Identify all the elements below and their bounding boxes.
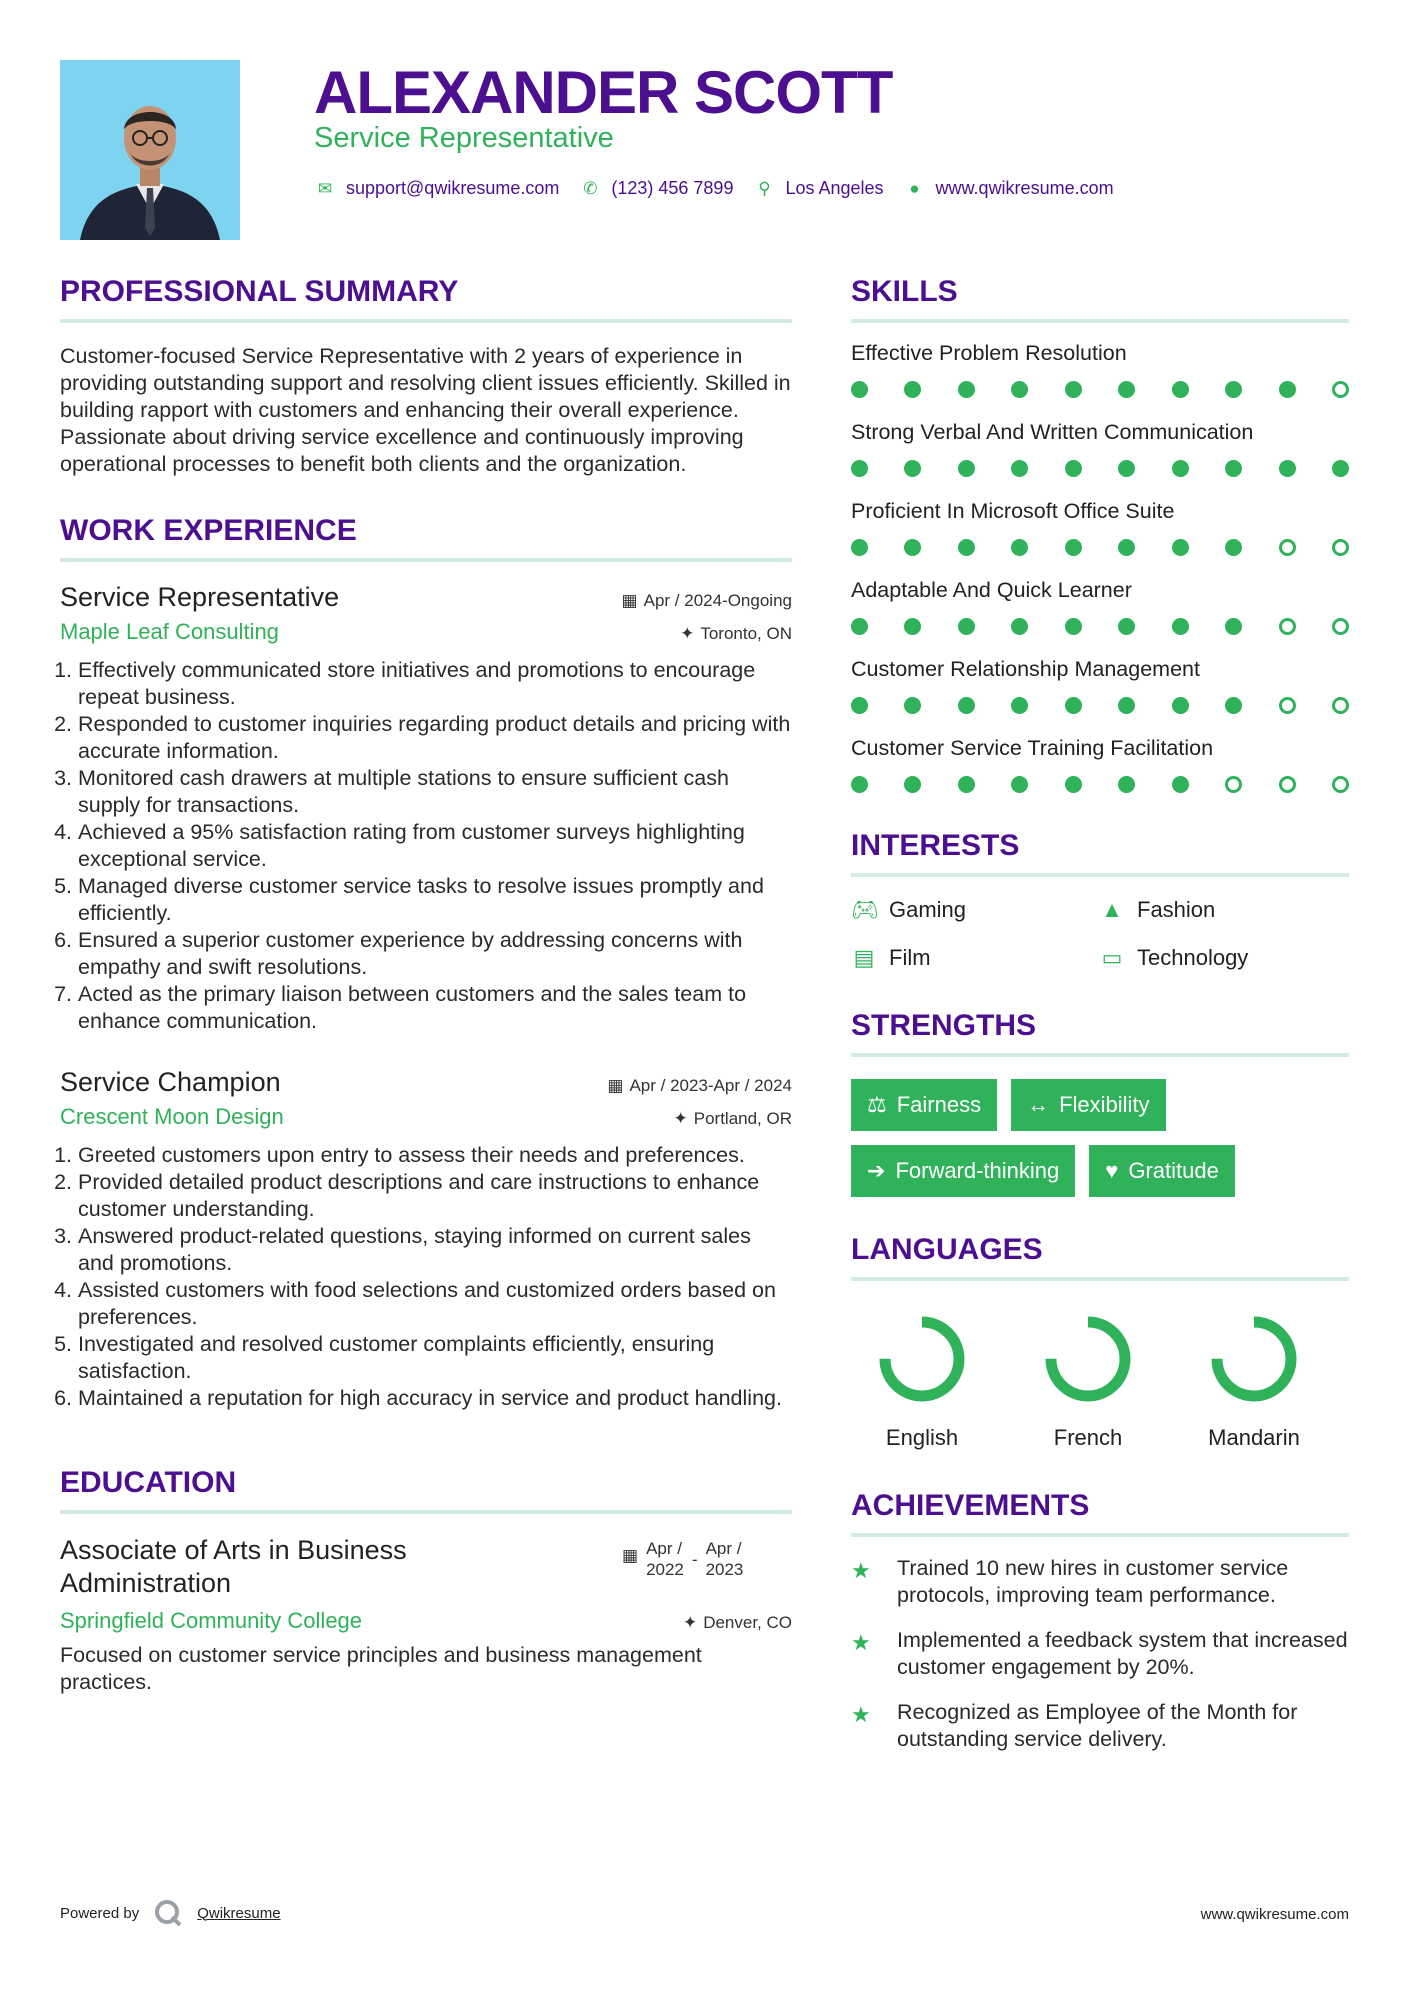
degree-title-line: Administration bbox=[60, 1568, 232, 1598]
interest-label: Gaming bbox=[889, 897, 967, 922]
language-ring bbox=[1204, 1309, 1304, 1409]
rating-dot-filled bbox=[1065, 697, 1082, 714]
rating-dot-filled bbox=[958, 539, 975, 556]
rating-dot-filled bbox=[1118, 539, 1135, 556]
qwikresume-logo-icon bbox=[153, 1898, 183, 1928]
rating-dot-filled bbox=[1118, 381, 1135, 398]
star-icon: ★ bbox=[851, 1558, 871, 1583]
rating-dot-filled bbox=[1011, 776, 1028, 793]
list-item: 1. Effectively communicated store initiatives and promotions to encourage repeat business. bbox=[78, 657, 792, 711]
education-start-month: Apr / bbox=[646, 1539, 682, 1558]
arrows-horizontal-icon: ↔ bbox=[1027, 1092, 1050, 1117]
rating-dot-filled bbox=[1065, 539, 1082, 556]
job-date bbox=[622, 591, 792, 611]
balance-scale-icon: ⚖ bbox=[867, 1092, 887, 1117]
education-heading: EDUCATION bbox=[60, 1466, 237, 1499]
left-column bbox=[60, 275, 792, 1696]
strength-tags bbox=[851, 1079, 1349, 1197]
education-end bbox=[706, 1538, 744, 1580]
candidate-title: Service Representative bbox=[314, 122, 614, 154]
list-item: 7. Acted as the primary liaison between customers and the sales team to enhance communication. bbox=[78, 981, 792, 1035]
rating-dot-filled bbox=[904, 381, 921, 398]
rating-dot-filled bbox=[1172, 618, 1189, 635]
rating-dot-empty bbox=[1332, 539, 1349, 556]
list-item: 5. Investigated and resolved customer complaints efficiently, ensuring satisfaction. bbox=[78, 1331, 792, 1385]
language-ring bbox=[1038, 1309, 1138, 1409]
rating-dot-filled bbox=[1011, 539, 1028, 556]
degree-title bbox=[60, 1534, 407, 1600]
rating-dot-filled bbox=[958, 618, 975, 635]
rating-dot-filled bbox=[904, 460, 921, 477]
section-divider bbox=[851, 873, 1349, 877]
interests-heading: INTERESTS bbox=[851, 829, 1020, 862]
powered-by-label: Powered by bbox=[60, 1904, 140, 1922]
rating-dot-filled bbox=[1332, 460, 1349, 477]
language-item bbox=[1025, 1309, 1151, 1451]
strength-label: Forward-thinking bbox=[895, 1158, 1060, 1183]
summary-heading: PROFESSIONAL SUMMARY bbox=[60, 275, 459, 308]
job-date-text: Apr / 2023-Apr / 2024 bbox=[629, 1076, 792, 1095]
rating-dot-empty bbox=[1279, 618, 1296, 635]
education-start-year: 2022 bbox=[646, 1560, 684, 1579]
language-list bbox=[851, 1309, 1349, 1451]
contact-location bbox=[753, 178, 883, 199]
language-proficiency-arc bbox=[885, 1322, 959, 1396]
rating-dot-filled bbox=[1225, 697, 1242, 714]
list-item: 3. Monitored cash drawers at multiple stations to ensure sufficient cash supply for transactions. bbox=[78, 765, 792, 819]
rating-dot-empty bbox=[1332, 381, 1349, 398]
rating-dot-filled bbox=[1279, 381, 1296, 398]
achievement-text: Recognized as Employee of the Month for outstanding service delivery. bbox=[897, 1700, 1298, 1751]
film-icon: ▤ bbox=[853, 945, 875, 970]
achievement-text: Implemented a feedback system that increased customer engagement by 20%. bbox=[897, 1628, 1348, 1679]
job-company: Maple Leaf Consulting bbox=[60, 619, 279, 644]
list-item: 1. Greeted customers upon entry to assess their needs and preferences. bbox=[78, 1142, 792, 1169]
skill-name: Customer Relationship Management bbox=[851, 657, 1200, 681]
interests-grid bbox=[851, 897, 1349, 971]
strengths-heading: STRENGTHS bbox=[851, 1009, 1037, 1042]
skill-name: Adaptable And Quick Learner bbox=[851, 578, 1132, 602]
list-item: 5. Managed diverse customer service tasks to resolve issues promptly and efficiently. bbox=[78, 873, 792, 927]
interest-item bbox=[1099, 945, 1347, 971]
interest-label: Film bbox=[889, 945, 931, 970]
languages-heading: LANGUAGES bbox=[851, 1233, 1043, 1266]
responsibility-list bbox=[60, 1142, 792, 1412]
map-pin-icon: ⚲ bbox=[758, 178, 771, 198]
job-location bbox=[673, 1109, 792, 1129]
rating-dot-filled bbox=[904, 697, 921, 714]
achievements-heading: ACHIEVEMENTS bbox=[851, 1489, 1090, 1522]
strength-label: Fairness bbox=[896, 1092, 982, 1117]
rating-dot-filled bbox=[1225, 539, 1242, 556]
strength-tag bbox=[1089, 1145, 1235, 1197]
skills-list bbox=[851, 341, 1349, 793]
calendar-icon: ▦ bbox=[622, 1546, 639, 1565]
globe-icon: ● bbox=[909, 178, 920, 198]
skills-heading: SKILLS bbox=[851, 275, 958, 308]
rating-dot-filled bbox=[1118, 697, 1135, 714]
right-column bbox=[851, 275, 1349, 1753]
education-section bbox=[60, 1466, 792, 1696]
skill-rating bbox=[851, 618, 1349, 635]
contact-phone[interactable] bbox=[579, 178, 733, 199]
list-item: 2. Responded to customer inquiries regarding product details and pricing with accurate information. bbox=[78, 711, 792, 765]
laptop-icon: ▭ bbox=[1101, 945, 1123, 970]
experience-section bbox=[60, 514, 792, 1412]
job-company: Crescent Moon Design bbox=[60, 1104, 284, 1129]
section-divider bbox=[60, 558, 792, 562]
job-entry bbox=[60, 1067, 792, 1412]
candidate-name: ALEXANDER SCOTT bbox=[314, 59, 893, 126]
rating-dot-empty bbox=[1332, 697, 1349, 714]
languages-section bbox=[851, 1233, 1349, 1451]
contact-bar bbox=[314, 178, 1124, 199]
strength-tag bbox=[851, 1145, 1075, 1197]
person-portrait-icon bbox=[60, 60, 240, 240]
list-item: 6. Maintained a reputation for high accuracy in service and product handling. bbox=[78, 1385, 792, 1412]
rating-dot-filled bbox=[1065, 381, 1082, 398]
footer-powered bbox=[60, 1898, 281, 1928]
language-name: English bbox=[885, 1425, 959, 1450]
list-item: 3. Answered product-related questions, staying informed on current sales and promotions. bbox=[78, 1223, 792, 1277]
envelope-icon: ✉ bbox=[317, 178, 333, 198]
strength-tag bbox=[1011, 1079, 1165, 1131]
skill-item bbox=[851, 657, 1349, 714]
section-divider bbox=[851, 319, 1349, 323]
interest-item bbox=[851, 897, 1099, 923]
rating-dot-filled bbox=[1065, 460, 1082, 477]
pushpin-icon: ✦ bbox=[682, 1613, 698, 1632]
rating-dot-filled bbox=[1118, 618, 1135, 635]
rating-dot-filled bbox=[1011, 460, 1028, 477]
rating-dot-filled bbox=[851, 460, 868, 477]
rating-dot-filled bbox=[1225, 618, 1242, 635]
rating-dot-filled bbox=[904, 776, 921, 793]
skill-name: Effective Problem Resolution bbox=[851, 341, 1127, 365]
rating-dot-empty bbox=[1332, 776, 1349, 793]
profile-photo bbox=[60, 60, 240, 240]
language-name: French bbox=[1053, 1425, 1123, 1450]
skill-name: Customer Service Training Facilitation bbox=[851, 736, 1214, 760]
star-icon: ★ bbox=[851, 1630, 871, 1655]
skill-name: Proficient In Microsoft Office Suite bbox=[851, 499, 1175, 523]
rating-dot-empty bbox=[1279, 697, 1296, 714]
rating-dot-filled bbox=[851, 381, 868, 398]
rating-dot-filled bbox=[958, 381, 975, 398]
strength-tag bbox=[851, 1079, 997, 1131]
rating-dot-empty bbox=[1279, 539, 1296, 556]
rating-dot-filled bbox=[1118, 776, 1135, 793]
skill-item bbox=[851, 578, 1349, 635]
star-icon: ★ bbox=[851, 1702, 871, 1727]
education-description: Focused on customer service principles and business management practices. bbox=[60, 1643, 702, 1694]
rating-dot-empty bbox=[1332, 618, 1349, 635]
skill-item bbox=[851, 736, 1349, 793]
rating-dot-filled bbox=[1172, 381, 1189, 398]
section-divider bbox=[851, 1533, 1349, 1537]
language-proficiency-arc bbox=[1217, 1322, 1291, 1396]
job-location-text: Portland, OR bbox=[693, 1109, 792, 1128]
rating-dot-filled bbox=[1011, 618, 1028, 635]
rating-dot-filled bbox=[851, 539, 868, 556]
rating-dot-filled bbox=[958, 776, 975, 793]
experience-heading: WORK EXPERIENCE bbox=[60, 514, 357, 547]
job-title: Service Representative bbox=[60, 582, 340, 612]
strength-label: Gratitude bbox=[1128, 1158, 1219, 1183]
job-location bbox=[680, 624, 792, 644]
achievement-item bbox=[851, 1627, 1349, 1681]
skill-item bbox=[851, 420, 1349, 477]
interest-label: Technology bbox=[1137, 945, 1249, 970]
phone-icon: ✆ bbox=[583, 178, 598, 198]
skill-item bbox=[851, 499, 1349, 556]
brand-link[interactable]: Qwikresume bbox=[197, 1904, 281, 1922]
rating-dot-filled bbox=[1065, 776, 1082, 793]
contact-website-text: www.qwikresume.com bbox=[935, 178, 1114, 198]
skill-rating bbox=[851, 539, 1349, 556]
rating-dot-empty bbox=[1225, 776, 1242, 793]
school-location bbox=[683, 1613, 792, 1633]
rating-dot-filled bbox=[904, 618, 921, 635]
contact-email[interactable] bbox=[314, 178, 559, 199]
language-ring bbox=[872, 1309, 972, 1409]
list-item: 6. Ensured a superior customer experience by addressing concerns with empathy and swift resolutions. bbox=[78, 927, 792, 981]
rating-dot-filled bbox=[851, 776, 868, 793]
contact-phone-text: (123) 456 7899 bbox=[611, 178, 734, 198]
section-divider bbox=[851, 1053, 1349, 1057]
section-divider bbox=[851, 1277, 1349, 1281]
achievement-text: Trained 10 new hires in customer service protocols, improving team performance. bbox=[897, 1556, 1289, 1607]
interest-item bbox=[851, 945, 1099, 971]
shopping-bag-icon: ▲ bbox=[1101, 897, 1123, 922]
contact-location-text: Los Angeles bbox=[785, 178, 884, 198]
list-item: 4. Achieved a 95% satisfaction rating from customer surveys highlighting exceptional service. bbox=[78, 819, 792, 873]
section-divider bbox=[60, 319, 792, 323]
rating-dot-filled bbox=[851, 697, 868, 714]
strengths-section bbox=[851, 1009, 1349, 1197]
rating-dot-filled bbox=[1172, 539, 1189, 556]
date-separator: - bbox=[691, 1550, 698, 1569]
skill-rating bbox=[851, 460, 1349, 477]
skill-item bbox=[851, 341, 1349, 398]
rating-dot-filled bbox=[1172, 460, 1189, 477]
language-proficiency-arc bbox=[1051, 1322, 1125, 1396]
school-location-text: Denver, CO bbox=[703, 1613, 792, 1632]
summary-section bbox=[60, 275, 792, 478]
job-title: Service Champion bbox=[60, 1067, 281, 1097]
rating-dot-filled bbox=[851, 618, 868, 635]
summary-text: Customer-focused Service Representative with 2 years of experience in providing outstanding support and resolving client issues efficiently. Skilled in building rapport with customers and enhancing their overall experience. Passionate about driving service excellence and continuously improving operational processes to benefit both clients and the organization. bbox=[60, 344, 791, 476]
rating-dot-filled bbox=[1225, 460, 1242, 477]
calendar-icon: ▦ bbox=[607, 1076, 624, 1095]
rating-dot-empty bbox=[1279, 776, 1296, 793]
contact-email-text: support@qwikresume.com bbox=[346, 178, 560, 198]
rating-dot-filled bbox=[1065, 618, 1082, 635]
footer-website[interactable]: www.qwikresume.com bbox=[1200, 1906, 1349, 1923]
job-date-text: Apr / 2024-Ongoing bbox=[643, 591, 792, 610]
language-item bbox=[859, 1309, 985, 1451]
skills-section bbox=[851, 275, 1349, 793]
skill-rating bbox=[851, 776, 1349, 793]
strength-label: Flexibility bbox=[1059, 1092, 1150, 1117]
skill-rating bbox=[851, 381, 1349, 398]
interest-label: Fashion bbox=[1137, 897, 1216, 922]
skill-name: Strong Verbal And Written Communication bbox=[851, 420, 1254, 444]
achievement-item bbox=[851, 1555, 1349, 1609]
job-location-text: Toronto, ON bbox=[700, 624, 792, 643]
rating-dot-filled bbox=[1172, 776, 1189, 793]
rating-dot-filled bbox=[1011, 697, 1028, 714]
arrow-right-icon: ➔ bbox=[867, 1158, 886, 1183]
interest-item bbox=[1099, 897, 1347, 923]
heart-icon: ♥ bbox=[1105, 1158, 1119, 1183]
achievements-section bbox=[851, 1489, 1349, 1753]
gamepad-icon: 🎮︎ bbox=[851, 897, 879, 922]
pushpin-icon: ✦ bbox=[680, 624, 695, 643]
rating-dot-filled bbox=[958, 460, 975, 477]
rating-dot-filled bbox=[904, 539, 921, 556]
rating-dot-filled bbox=[1118, 460, 1135, 477]
job-entry bbox=[60, 582, 792, 1035]
list-item: 2. Provided detailed product descriptions and care instructions to enhance customer understanding. bbox=[78, 1169, 792, 1223]
list-item: 4. Assisted customers with food selections and customized orders based on preferences. bbox=[78, 1277, 792, 1331]
calendar-icon: ▦ bbox=[621, 591, 638, 610]
language-name: Mandarin bbox=[1208, 1425, 1300, 1450]
rating-dot-filled bbox=[1172, 697, 1189, 714]
rating-dot-filled bbox=[958, 697, 975, 714]
education-end-month: Apr / bbox=[705, 1539, 742, 1558]
section-divider bbox=[60, 1510, 792, 1514]
education-dates bbox=[622, 1534, 792, 1600]
language-item bbox=[1191, 1309, 1317, 1451]
rating-dot-filled bbox=[1225, 381, 1242, 398]
skill-rating bbox=[851, 697, 1349, 714]
education-end-year: 2023 bbox=[705, 1560, 744, 1579]
pushpin-icon: ✦ bbox=[673, 1109, 688, 1128]
rating-dot-filled bbox=[1011, 381, 1028, 398]
rating-dot-filled bbox=[1279, 460, 1296, 477]
degree-title-line: Associate of Arts in Business bbox=[60, 1535, 407, 1565]
job-date bbox=[607, 1076, 792, 1096]
responsibility-list bbox=[60, 657, 792, 1035]
achievement-item bbox=[851, 1699, 1349, 1753]
school-name: Springfield Community College bbox=[60, 1608, 363, 1633]
education-start bbox=[646, 1538, 684, 1580]
contact-website[interactable] bbox=[904, 178, 1114, 199]
interests-section bbox=[851, 829, 1349, 971]
